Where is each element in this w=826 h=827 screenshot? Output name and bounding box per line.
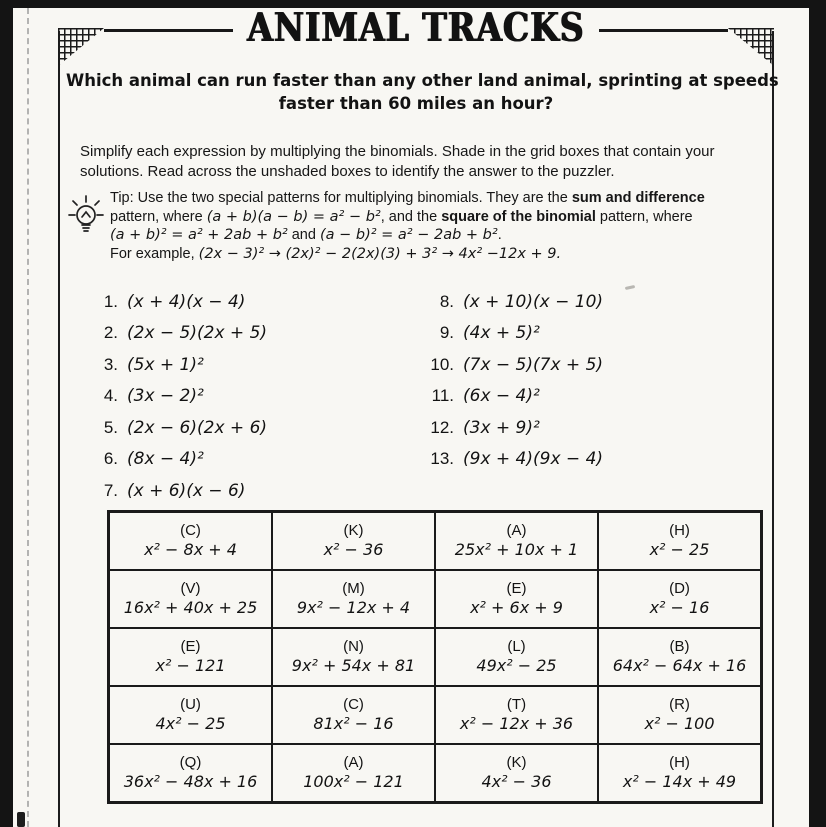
grid-cell xyxy=(598,512,762,571)
tip-segment: pattern, where xyxy=(595,208,693,225)
cell-letter: (K) xyxy=(343,522,364,539)
grid-cell xyxy=(109,686,273,744)
grid-cell xyxy=(435,570,598,628)
cell-expression: 4x² − 25 xyxy=(155,714,226,733)
cell-letter: (C) xyxy=(343,696,364,713)
problem-number: 8. xyxy=(439,291,454,311)
problem-number: 1. xyxy=(103,291,118,311)
problem-expression: (3x − 2)² xyxy=(127,386,204,407)
problem-expression: (8x − 4)² xyxy=(127,449,204,470)
problem-number: 13. xyxy=(430,449,454,469)
page-fold-line xyxy=(27,8,29,827)
cell-letter: (N) xyxy=(343,638,364,655)
tip-segment: (a + b)(a − b) = a² − b² xyxy=(206,208,381,225)
cell-expression: x² − 121 xyxy=(155,656,226,675)
tip-segment: . xyxy=(497,227,502,243)
tip-block xyxy=(66,189,764,263)
problem-item xyxy=(90,318,267,350)
puzzle-question xyxy=(66,69,779,115)
problem-number: 11. xyxy=(431,386,454,406)
corner-hatch-right-icon xyxy=(728,28,774,66)
grid-cell xyxy=(435,686,598,744)
cell-expression: x² − 12x + 36 xyxy=(459,714,574,733)
tip-line xyxy=(110,208,764,227)
cell-expression: x² − 14x + 49 xyxy=(622,772,737,791)
problem-item xyxy=(426,349,603,381)
cell-letter: (L) xyxy=(507,638,526,655)
problem-item xyxy=(426,412,603,444)
grid-cell xyxy=(598,744,762,803)
worksheet-frame xyxy=(58,4,779,827)
grid-cell xyxy=(272,570,435,628)
problem-item xyxy=(426,381,603,413)
tip-segment: , and the xyxy=(380,208,442,225)
grid-row xyxy=(109,570,762,628)
grid-cell xyxy=(109,744,273,803)
problem-expression: (x + 4)(x − 4) xyxy=(127,291,246,312)
problem-expression: (4x + 5)² xyxy=(463,323,540,344)
grid-cell xyxy=(272,744,435,803)
problem-expression: (5x + 1)² xyxy=(127,354,204,375)
problem-number: 4. xyxy=(103,386,118,406)
problem-expression: (3x + 9)² xyxy=(463,417,540,438)
cell-letter: (A) xyxy=(343,754,364,771)
problem-item xyxy=(90,286,267,318)
grid-cell xyxy=(109,628,273,686)
cell-letter: (E) xyxy=(180,638,201,655)
problem-number: 9. xyxy=(439,323,454,343)
cell-expression: 9x² − 12x + 4 xyxy=(296,598,411,617)
grid-cell xyxy=(272,628,435,686)
problem-expression: (x + 6)(x − 6) xyxy=(127,480,246,501)
scan-artifact xyxy=(17,812,25,827)
title-rule-left xyxy=(104,29,233,32)
problem-item xyxy=(90,412,267,444)
problem-item xyxy=(90,381,267,413)
grid-cell xyxy=(598,686,762,744)
problem-expression: (6x − 4)² xyxy=(463,386,540,407)
cell-letter: (V) xyxy=(180,580,201,597)
corner-hatch-left-icon xyxy=(58,28,104,66)
lightbulb-icon xyxy=(68,193,104,235)
grid-cell xyxy=(598,570,762,628)
grid-row xyxy=(109,744,762,803)
problem-expression: (7x − 5)(7x + 5) xyxy=(463,354,604,375)
problem-expression: (2x − 6)(2x + 6) xyxy=(127,417,268,438)
problem-item xyxy=(90,444,267,476)
tip-segment: and xyxy=(287,227,320,243)
problem-item xyxy=(426,286,603,318)
grid-row xyxy=(109,686,762,744)
grid-cell xyxy=(109,570,273,628)
cell-expression: 16x² + 40x + 25 xyxy=(123,598,258,617)
grid-cell xyxy=(272,686,435,744)
problems-column-right xyxy=(426,286,603,475)
grid-row xyxy=(109,512,762,571)
problem-number: 10. xyxy=(430,354,454,374)
cell-letter: (M) xyxy=(342,580,365,597)
grid-cell xyxy=(598,628,762,686)
cell-letter: (D) xyxy=(669,580,690,597)
problem-expression: (9x + 4)(9x − 4) xyxy=(463,449,604,470)
instructions-text: Simplify each expression by multiplying the binomials. Shade in the grid boxes that contain your solutions. Read across the unshaded boxes to identify the answer to the puzzler. xyxy=(80,143,715,180)
tip-line xyxy=(110,245,764,264)
grid-cell xyxy=(435,744,598,803)
cell-expression: 100x² − 121 xyxy=(303,772,404,791)
cell-letter: (A) xyxy=(506,522,527,539)
cell-letter: (U) xyxy=(180,696,201,713)
worksheet-page xyxy=(13,4,809,827)
worksheet-header xyxy=(58,4,774,66)
title-rule-right xyxy=(599,29,728,32)
tip-segment: pattern, where xyxy=(110,208,207,225)
cell-letter: (E) xyxy=(506,580,527,597)
tip-segment: square of the binomial xyxy=(441,208,596,225)
grid-row xyxy=(109,628,762,686)
cell-letter: (Q) xyxy=(179,754,202,771)
answer-grid xyxy=(107,510,763,804)
cell-expression: 36x² − 48x + 16 xyxy=(123,772,258,791)
cell-expression: 25x² + 10x + 1 xyxy=(454,540,579,559)
cell-expression: x² − 100 xyxy=(644,714,715,733)
cell-expression: 4x² − 36 xyxy=(481,772,552,791)
problem-item xyxy=(426,444,603,476)
cell-expression: 64x² − 64x + 16 xyxy=(612,656,747,675)
cell-letter: (K) xyxy=(506,754,527,771)
cell-expression: x² − 16 xyxy=(649,598,710,617)
grid-cell xyxy=(435,628,598,686)
problem-item xyxy=(426,318,603,350)
problem-number: 7. xyxy=(103,480,118,500)
question-line-1: Which animal can run faster than any other land animal, sprinting at speeds xyxy=(66,71,779,90)
cell-expression: 9x² + 54x + 81 xyxy=(291,656,416,675)
grid-cell xyxy=(109,512,273,571)
problem-number: 12. xyxy=(430,417,454,437)
cell-expression: x² − 36 xyxy=(323,540,384,559)
problem-number: 5. xyxy=(103,417,118,437)
tip-text xyxy=(110,189,764,263)
answer-grid-body xyxy=(109,512,762,803)
cell-letter: (B) xyxy=(669,638,690,655)
tip-segment: sum and difference xyxy=(571,190,705,206)
cell-letter: (C) xyxy=(180,522,201,539)
problem-number: 6. xyxy=(103,449,118,469)
cell-letter: (T) xyxy=(506,696,527,713)
tip-segment: (2x − 3)² → (2x)² − 2(2x)(3) + 3² → 4x² −12x + 9. xyxy=(198,245,562,262)
tip-line xyxy=(110,226,764,245)
cell-expression: 49x² − 25 xyxy=(476,656,557,675)
tip-segment: Tip: Use the two special patterns for multiplying binomials. They are the xyxy=(110,190,572,206)
problem-item xyxy=(90,349,267,381)
cell-expression: x² − 8x + 4 xyxy=(144,540,237,559)
problem-item xyxy=(90,475,267,507)
cell-expression: 81x² − 16 xyxy=(313,714,394,733)
cell-expression: x² + 6x + 9 xyxy=(470,598,563,617)
problems-column-left xyxy=(90,286,267,507)
tip-segment: For example, xyxy=(110,245,199,262)
cell-letter: (H) xyxy=(669,754,690,771)
problem-number: 3. xyxy=(103,354,118,374)
problem-expression: (x + 10)(x − 10) xyxy=(463,291,604,312)
tip-segment: (a − b)² = a² − 2ab + b² xyxy=(319,227,498,243)
problem-number: 2. xyxy=(103,323,118,343)
grid-cell xyxy=(435,512,598,571)
cell-expression: x² − 25 xyxy=(649,540,710,559)
problem-expression: (2x − 5)(2x + 5) xyxy=(127,323,268,344)
tip-line xyxy=(110,189,764,208)
cell-letter: (H) xyxy=(669,522,690,539)
page-title: ANIMAL TRACKS xyxy=(247,4,585,51)
question-line-2: faster than 60 miles an hour? xyxy=(278,94,554,113)
cell-letter: (R) xyxy=(669,696,690,713)
tip-segment: (a + b)² = a² + 2ab + b² xyxy=(110,227,288,243)
grid-cell xyxy=(272,512,435,571)
